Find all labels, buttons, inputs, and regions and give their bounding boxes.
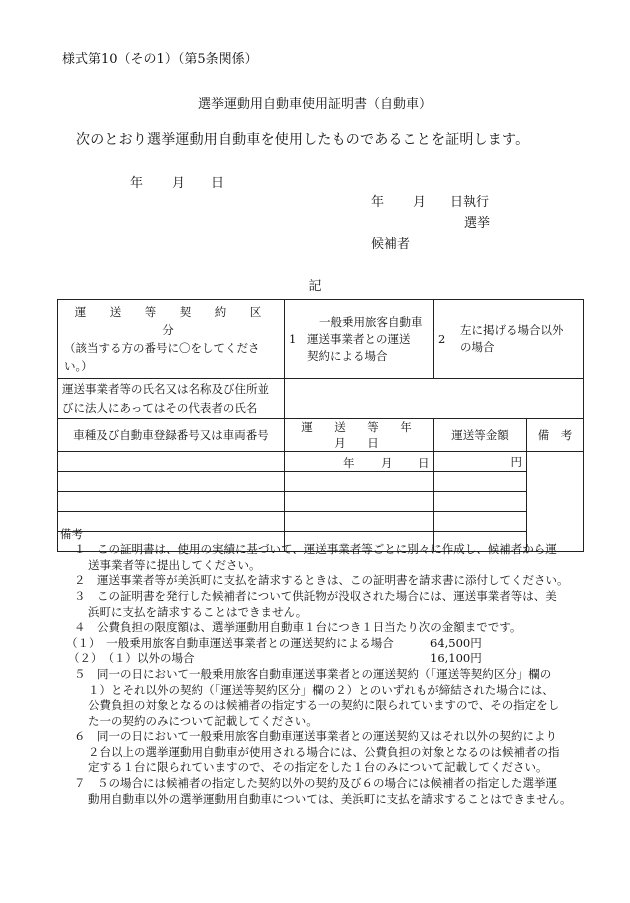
intro-text: 次のとおり選挙運動用自動車を使用したものであることを証明します。 [76,132,530,148]
date-cell[interactable] [285,512,434,532]
contract-type-row [58,300,584,379]
candidate-label: 候補者 [371,237,411,252]
note-3: ３ この証明書を発行した候補者について供託物が没収された場合には、運送事業者等は、美 浜町に支払を請求することはできません。 [74,589,557,619]
ki-heading: 記 [308,279,322,294]
contract-type-header: 運 送 等 契 約 区 分 （該当する方の番号に〇をしてください。） [58,300,285,379]
note-7: ７ ５の場合には候補者の指定した契約以外の契約及び６の場合には候補者の指定した選挙運 動用自動車以外の選挙運動用自動車については、美浜町に支払を請求することはできません。 [74,776,572,806]
contract-option-2[interactable]: 2 左に掲げる場合以外 の場合 [434,300,584,379]
column-header-row [58,419,584,452]
note-4: ４ 公費負担の限度額は、選挙運動用自動車１台につき１日当たり次の金額までです。 （１） 一般乗用旅客自動車運送事業者との運送契約による場合 64,500円 （２） （１）以外の場合 16,100円 [66,620,522,666]
date-month-label: 月 [172,176,186,191]
vehicle-cell[interactable] [58,452,285,472]
remarks-column-header: 備 考 [527,419,584,452]
document-title: 選挙運動用自動車使用証明書（自動車） [197,97,432,112]
date-cell[interactable] [285,472,434,492]
table-row [58,452,584,472]
limit-item-1-label: （１） 一般乗用旅客自動車運送事業者との運送契約による場合 [66,635,394,650]
table-row [58,512,584,532]
amount-column-header: 運送等金額 [434,419,527,452]
date-cell[interactable] [285,492,434,512]
amount-cell[interactable] [434,472,527,492]
vehicle-column-header: 車種及び自動車登録番号又は車両番号 [58,419,285,452]
vehicle-cell[interactable] [58,492,285,512]
vehicle-cell[interactable] [58,472,285,492]
exec-year-label: 年 [371,195,385,210]
amount-cell[interactable] [434,492,527,512]
carrier-row [58,379,584,419]
date-year-label: 年 [130,176,144,191]
certificate-table [57,299,584,552]
remarks-cell[interactable] [527,452,584,552]
note-5: ５ 同一の日において一般乗用旅客自動車運送事業者との運送契約（「運送等契約区分」欄の １）とそれ以外の契約（「運送等契約区分」欄の２）とのいずれもが締結された場合には、 公費負担の対象となるのは候補者の指定する一の契約に限られていますので、その指定をし た一の契約のみについて記載してください。 [74,667,560,728]
amount-cell[interactable]: 円 [434,452,527,472]
date-column-header: 運 送 等 年 月 日 [285,419,434,452]
table-row [58,472,584,492]
election-label: 選挙 [464,216,491,231]
note-2: ２ 運送事業者等が美浜町に支払を請求するときは、この証明書を請求書に添付してください。 [74,573,569,587]
carrier-input[interactable] [285,379,584,419]
vehicle-cell[interactable] [58,512,285,532]
exec-day-label: 日執行 [450,195,490,210]
limit-item-2-label: （２） （１）以外の場合 [68,651,195,666]
limit-item-2-amount: 16,100円 [430,651,482,666]
note-1: １ この証明書は、使用の実績に基づいて、運送事業者等ごとに別々に作成し、候補者から運 送事業者等に提出してください。 [74,542,557,572]
carrier-label: 運送事業者等の氏名又は名称及び住所並 びに法人にあってはその代表者の氏名 [58,379,285,419]
notes-heading: 備考 [60,527,83,541]
exec-month-label: 月 [413,195,427,210]
date-day-label: 日 [211,176,225,191]
date-cell[interactable]: 年 月 日 [285,452,434,472]
table-row [58,492,584,512]
limit-item-1-amount: 64,500円 [430,635,482,650]
form-number: 様式第10（その1）（第5条関係） [62,52,258,67]
note-6: ６ 同一の日において一般乗用旅客自動車運送事業者との運送契約又はそれ以外の契約により ２台以上の選挙運動用自動車が使用される場合には、公費負担の対象となるのは候補者の指 定する１台に限られていますので、その指定をした１台のみについて記載してください。 [74,729,560,775]
amount-cell[interactable] [434,512,527,532]
contract-option-1[interactable]: 1 一般乗用旅客自動車 運送事業者との運送 契約による場合 [285,300,434,379]
